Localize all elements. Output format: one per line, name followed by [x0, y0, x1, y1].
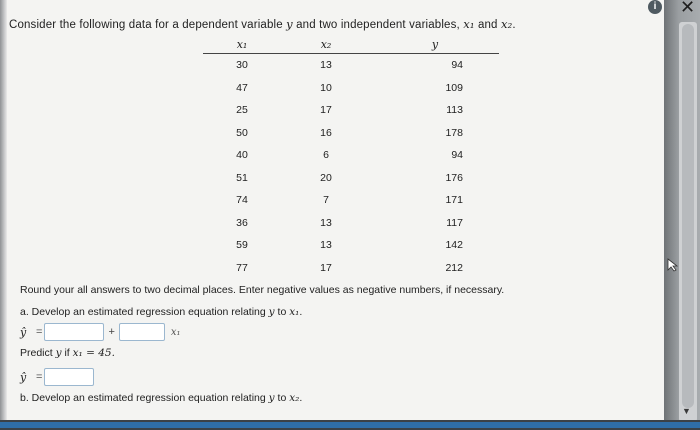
predict-condition: x₁ = 45. [72, 347, 115, 359]
close-icon[interactable]: ✕ [680, 0, 696, 17]
predict-prompt [20, 347, 115, 359]
plus-sign: + [108, 326, 115, 338]
intro-x2: x₂ [500, 17, 513, 31]
cell-x1: 59 [236, 239, 248, 252]
cell-x1: 47 [236, 81, 248, 94]
cursor-icon [666, 258, 678, 272]
table-row [203, 167, 499, 190]
cell-x1: 36 [236, 216, 248, 229]
cell-x1: 74 [236, 194, 248, 207]
part-a-prompt [20, 306, 302, 318]
cell-x1: 40 [236, 149, 248, 162]
intro-and: and [477, 19, 498, 31]
cell-y: 212 [445, 261, 463, 274]
predict-y: y [55, 347, 62, 359]
part-a-to: to [277, 306, 287, 318]
cell-x1: 77 [236, 261, 248, 274]
cell-y: 176 [445, 171, 463, 184]
cell-x2: 17 [320, 104, 332, 117]
part-a-x: x₁ [289, 306, 300, 318]
regression-equation-row [20, 323, 181, 341]
cell-x2: 6 [323, 149, 329, 162]
cell-x1: 25 [236, 104, 248, 117]
part-a-y: y [268, 306, 275, 318]
intro-x1: x₁ [463, 17, 475, 31]
instructions: Round your all answers to two decimal places. Enter negative values as negative numbers, if necessary. [20, 284, 505, 296]
part-b-text: b. Develop an estimated regression equation relating [20, 392, 266, 404]
header-x1: x₁ [203, 36, 281, 54]
cell-x2: 13 [320, 59, 332, 72]
intro-text-mid: and two independent variables, [296, 19, 460, 31]
cell-y: 178 [445, 126, 463, 139]
part-a-end: . [299, 306, 303, 318]
intro-y: y [286, 17, 293, 31]
header-y: y [371, 36, 499, 54]
scrollbar-thumb[interactable] [682, 24, 694, 408]
intercept-input[interactable] [44, 323, 104, 341]
table-row [203, 122, 499, 145]
table-header-row [203, 36, 499, 54]
prediction-row [20, 368, 94, 386]
chevron-down-icon[interactable]: ▼ [682, 406, 691, 416]
intro-text: Consider the following data for a dependent variable [9, 19, 283, 31]
part-b-y: y [268, 392, 275, 404]
part-a-text: a. Develop an estimated regression equation relating [20, 306, 266, 318]
table-row [203, 189, 499, 212]
part-b-to: to [277, 392, 287, 404]
cell-x1: 50 [236, 126, 248, 139]
table-row [203, 234, 499, 257]
status-bar [0, 422, 700, 428]
cell-y: 117 [446, 216, 463, 229]
cell-x1: 51 [236, 171, 248, 184]
data-table [203, 36, 499, 279]
cell-x2: 13 [320, 216, 332, 229]
slope-input[interactable] [119, 323, 165, 341]
cell-x1: 30 [236, 59, 248, 72]
cell-y: 94 [451, 149, 463, 162]
part-b-end: . [299, 392, 303, 404]
table-row [203, 77, 499, 100]
eq-variable-x1: x₁ [170, 326, 181, 338]
question-intro [9, 17, 516, 31]
table-body [203, 54, 499, 280]
pred-yhat-symbol: ŷ [20, 370, 27, 384]
cell-x2: 13 [320, 239, 332, 252]
cell-x2: 16 [320, 126, 332, 139]
cell-y: 94 [451, 59, 463, 72]
equals-sign: = [36, 326, 43, 338]
left-shadow [0, 0, 7, 430]
cell-x2: 17 [320, 261, 332, 274]
cell-x2: 7 [323, 194, 329, 207]
info-icon[interactable]: i [648, 0, 662, 14]
prediction-input[interactable] [44, 368, 94, 386]
bottom-bar [0, 420, 700, 430]
pred-equals-sign: = [36, 371, 43, 383]
table-row [203, 257, 499, 280]
cell-y: 109 [445, 81, 463, 94]
table-row [203, 54, 499, 77]
header-x2: x₂ [281, 36, 371, 54]
yhat-symbol: ŷ [20, 325, 27, 339]
part-b-x: x₂ [289, 392, 300, 404]
cell-x2: 20 [320, 171, 332, 184]
table-row [203, 144, 499, 167]
predict-text: Predict [20, 347, 53, 359]
intro-end: . [512, 19, 516, 31]
predict-if: if [64, 347, 70, 359]
cell-y: 113 [446, 104, 463, 117]
cell-y: 171 [445, 194, 463, 207]
table-row [203, 99, 499, 122]
part-b-prompt [20, 392, 302, 404]
table-row [203, 212, 499, 235]
cell-x2: 10 [320, 81, 332, 94]
cell-y: 142 [445, 239, 463, 252]
